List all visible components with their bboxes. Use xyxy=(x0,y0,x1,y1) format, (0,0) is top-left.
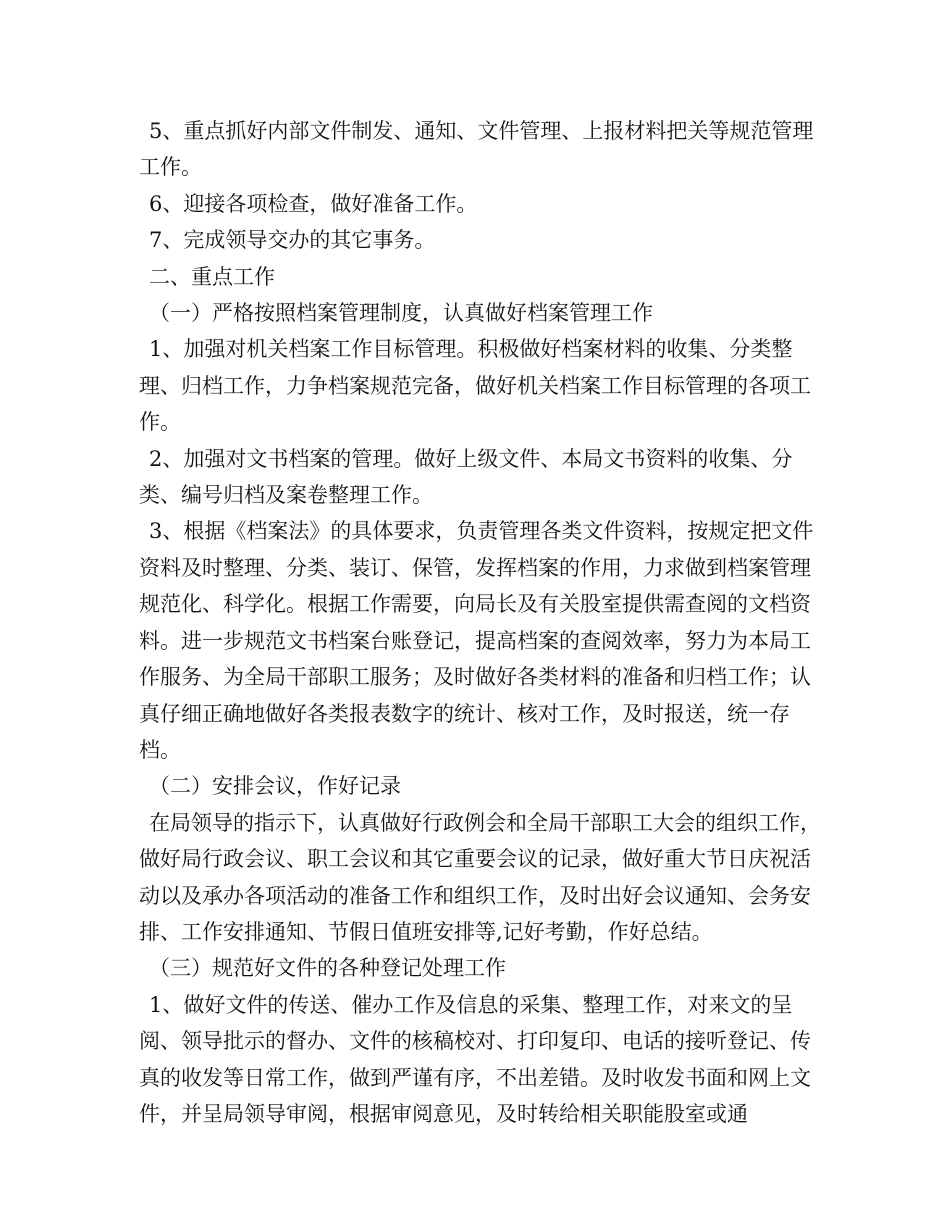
paragraph-meetings: 在局领导的指示下，认真做好行政例会和全局干部职工大会的组织工作，做好局行政会议、职工会议和其它重要会议的记录，做好重大节日庆祝活动以及承办各项活动的准备工作和组织工作，及时出好会议通知、会务安排、工作安排通知、节假日值班安排等,记好考勤，作好总结。 xyxy=(139,810,821,944)
paragraph-archives-3: 3、根据《档案法》的具体要求，负责管理各类文件资料，按规定把文件资料及时整理、分类、装订、保管，发挥档案的作用，力求做到档案管理规范化、科学化。根据工作需要，向局长及有关股室提供需查阅的文档资料。进一步规范文书档案台账登记，提高档案的查阅效率，努力为本局工作服务、为全局干部职工服务；及时做好各类材料的准备和归档工作；认真仔细正确地做好各类报表数字的统计、核对工作，及时报送，统一存档。 xyxy=(139,519,814,762)
paragraph-item-6: 6、迎接各项检查，做好准备工作。 xyxy=(149,191,478,216)
section-heading-key-work: 二、重点工作 xyxy=(149,264,275,289)
paragraph-item-5: 5、重点抓好内部文件制发、通知、文件管理、上报材料把关等规范管理工作。 xyxy=(139,119,814,180)
paragraph-documents-1: 1、做好文件的传送、催办工作及信息的采集、整理工作，对来文的呈阅、领导批示的督办、文件的核稿校对、打印复印、电话的接听登记、传真的收发等日常工作，做到严谨有序，不出差错。及时收发书面和网上文件，并呈局领导审阅，根据审阅意见，及时转给相关职能股室或通 xyxy=(139,992,811,1126)
subsection-heading-documents: （三）规范好文件的各种登记处理工作 xyxy=(149,956,506,981)
paragraph-archives-1: 1、加强对机关档案工作目标管理。积极做好档案材料的收集、分类整理、归档工作，力争档案规范完备，做好机关档案工作目标管理的各项工作。 xyxy=(139,337,811,435)
document-body xyxy=(139,113,829,1132)
subsection-heading-meetings: （二）安排会议，作好记录 xyxy=(149,774,401,799)
subsection-heading-archives: （一）严格按照档案管理制度，认真做好档案管理工作 xyxy=(149,301,653,326)
paragraph-archives-2: 2、加强对文书档案的管理。做好上级文件、本局文书资料的收集、分类、编号归档及案卷整理工作。 xyxy=(139,446,793,508)
paragraph-item-7: 7、完成领导交办的其它事务。 xyxy=(149,228,436,253)
